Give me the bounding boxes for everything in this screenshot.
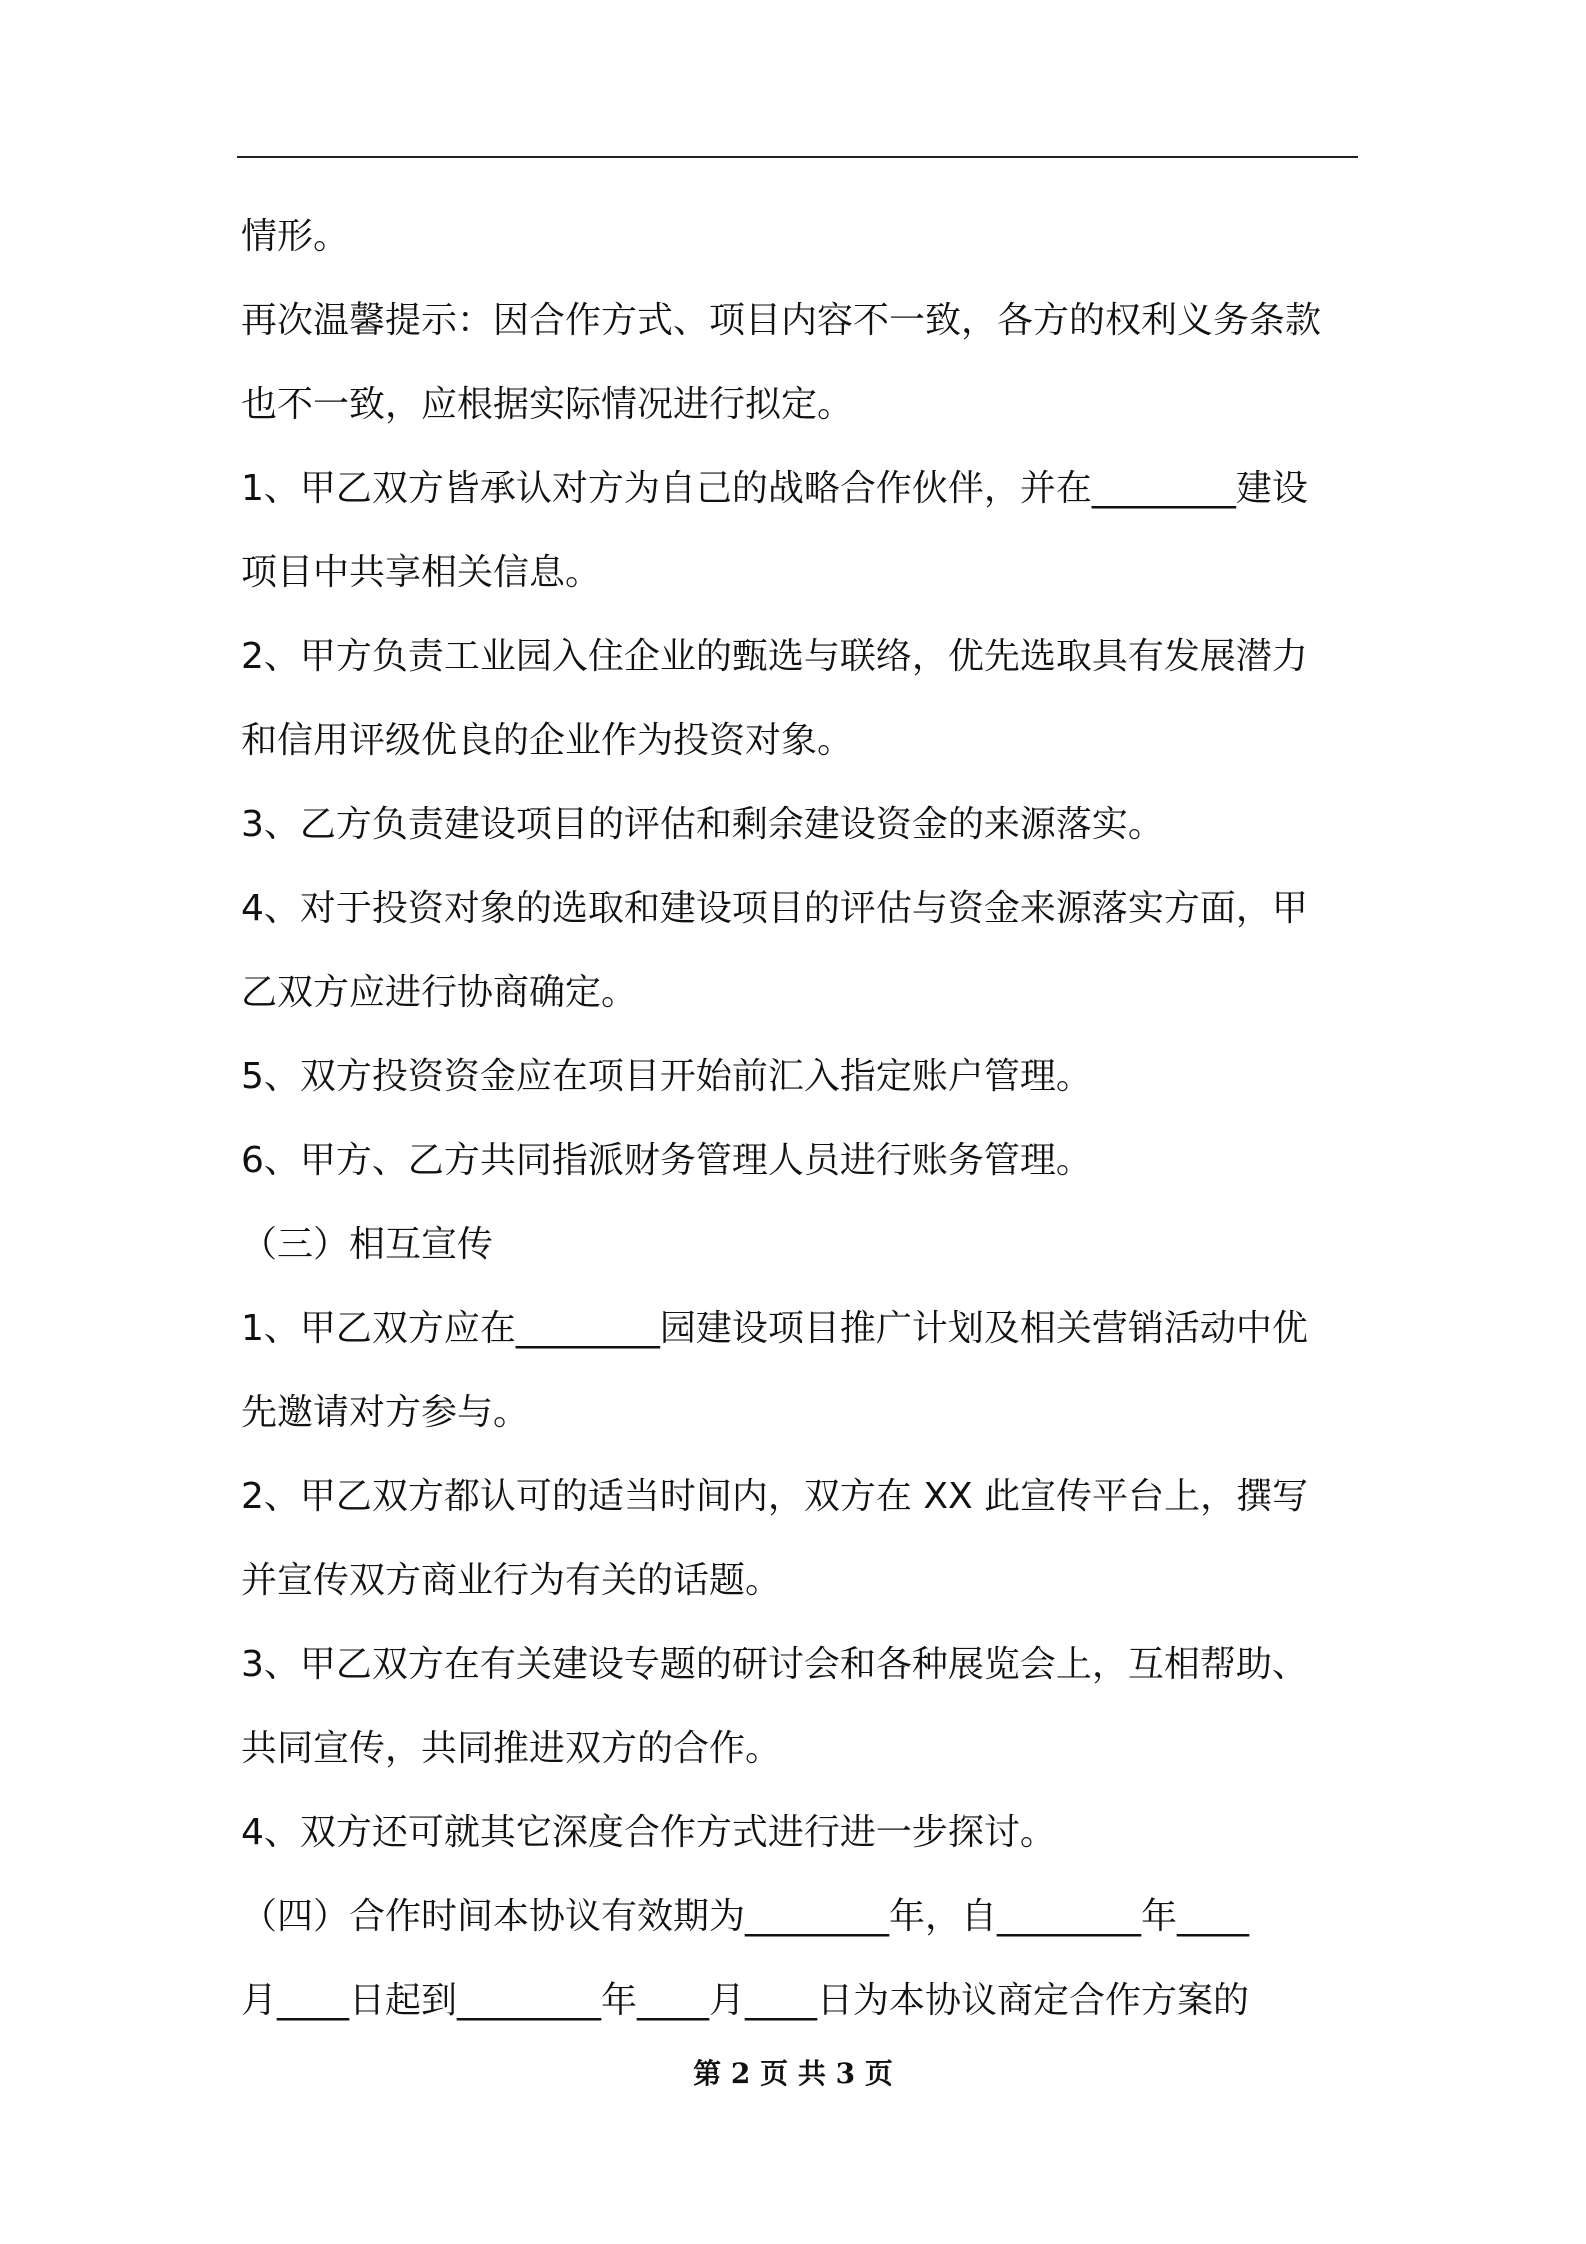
text-line: 月____日起到________年____月____日为本协议商定合作方案的 [241,1980,1250,2021]
text-line: 1、甲乙双方应在________园建设项目推广计划及相关营销活动中优 [241,1308,1308,1349]
section-heading: （四）合作时间本协议有效期为________年，自________年____ [241,1896,1250,1937]
text-line: 3、乙方负责建设项目的评估和剩余建设资金的来源落实。 [241,804,1164,845]
text-line: 6、甲方、乙方共同指派财务管理人员进行账务管理。 [241,1140,1092,1181]
text-line: 和信用评级优良的企业作为投资对象。 [241,720,854,761]
text-line: 5、双方投资资金应在项目开始前汇入指定账户管理。 [241,1056,1092,1097]
text-line: 项目中共享相关信息。 [241,552,602,593]
header-rule [237,156,1358,158]
text-line: 1、甲乙双方皆承认对方为自己的战略合作伙伴，并在________建设 [241,468,1308,509]
section-heading: （三）相互宣传 [241,1224,494,1265]
document-body [241,195,1357,2043]
text-line: 情形。 [241,216,350,257]
text-line: 4、对于投资对象的选取和建设项目的评估与资金来源落实方面，甲 [241,888,1308,929]
text-line: 2、甲乙双方都认可的适当时间内，双方在 XX 此宣传平台上，撰写 [241,1476,1309,1517]
page-number: 第 2 页 共 3 页 [693,2057,893,2090]
text-line: 2、甲方负责工业园入住企业的甄选与联络，优先选取具有发展潜力 [241,636,1308,677]
text-line: 再次温馨提示：因合作方式、项目内容不一致，各方的权利义务条款 [241,300,1322,341]
text-line: 先邀请对方参与。 [241,1392,530,1433]
text-line: 共同宣传，共同推进双方的合作。 [241,1728,782,1769]
text-line: 4、双方还可就其它深度合作方式进行进一步探讨。 [241,1812,1056,1853]
text-line: 并宣传双方商业行为有关的话题。 [241,1560,782,1601]
text-line: 3、甲乙双方在有关建设专题的研讨会和各种展览会上，互相帮助、 [241,1644,1308,1685]
text-line: 也不一致，应根据实际情况进行拟定。 [241,384,854,425]
text-line: 乙双方应进行协商确定。 [241,972,638,1013]
